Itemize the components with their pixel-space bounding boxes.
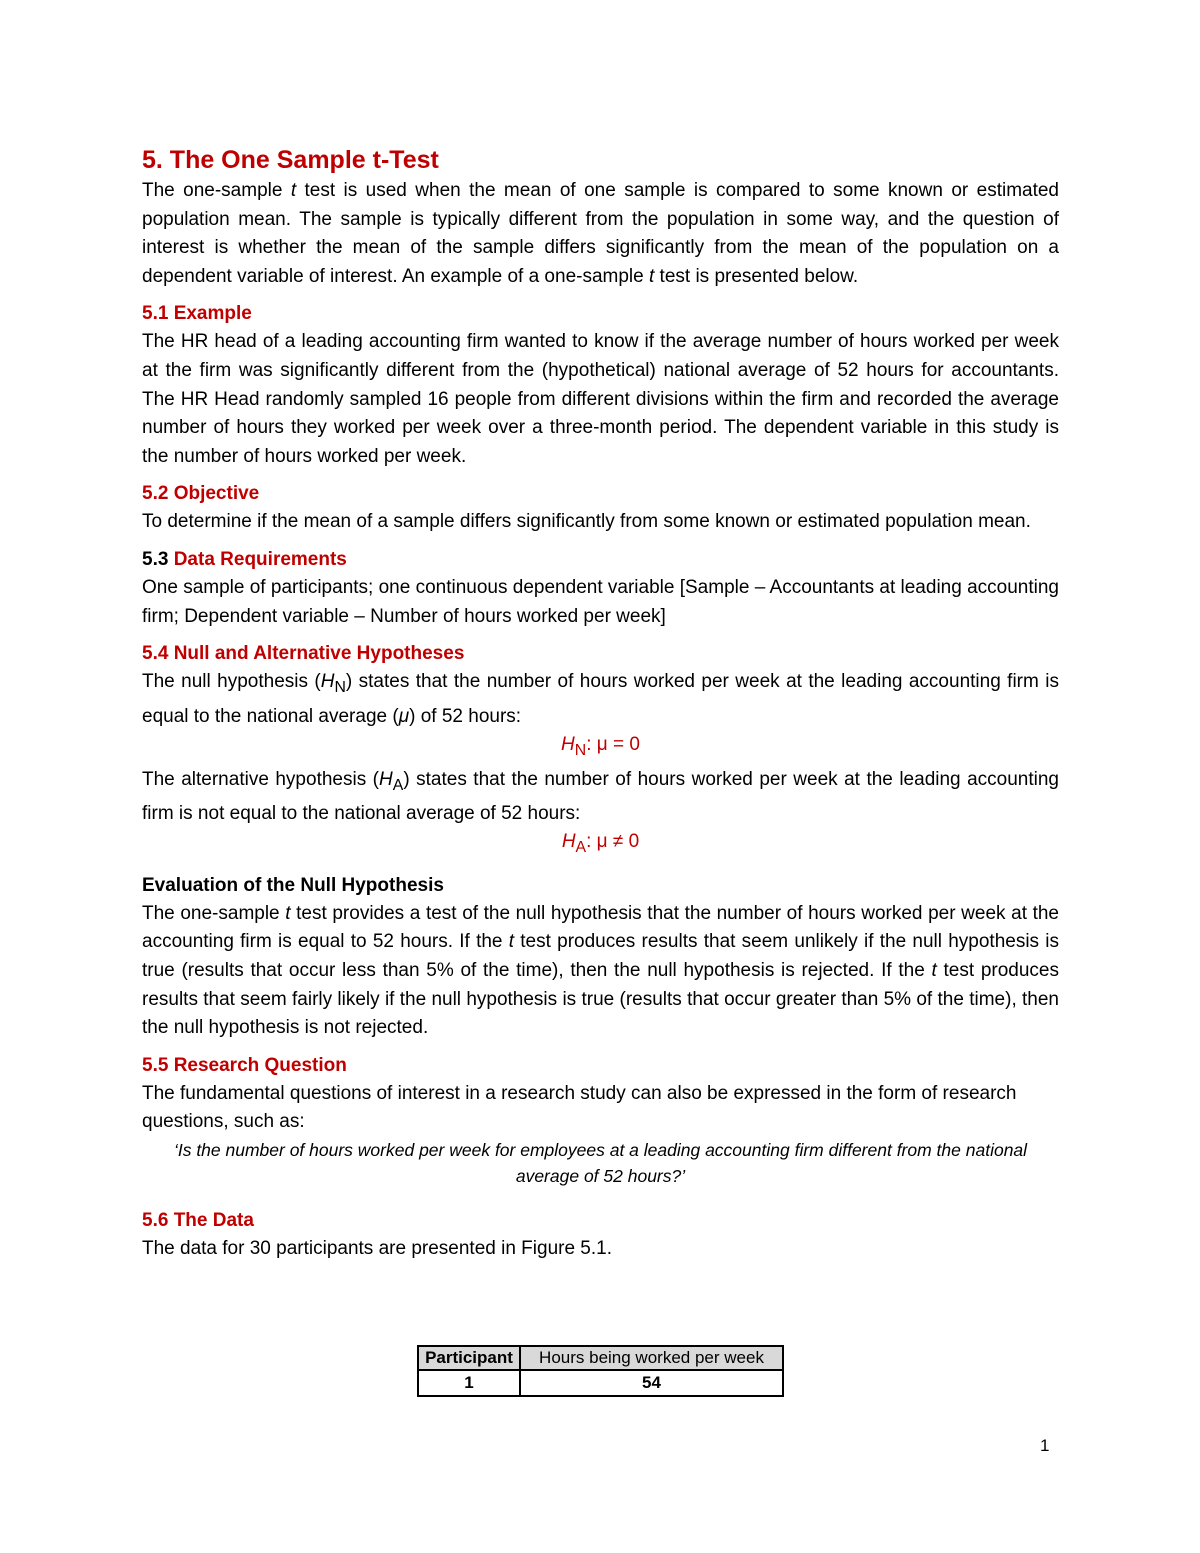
research-question-quote: ‘Is the number of hours worked per week for employees at a leading accounting firm different from the national average of 52 hours?’ bbox=[173, 1140, 1028, 1187]
section-heading-the-data: 5.6 The Data bbox=[142, 1210, 254, 1232]
alternative-hypothesis-equation: $H_A$: μ ≠ 0 bbox=[561, 831, 640, 857]
null-hypothesis-equation: $H_N$: μ = 0 bbox=[561, 734, 640, 759]
section-heading-data-requirements: 5.3 Data Requirements bbox=[142, 548, 347, 570]
page-title: 5. The One Sample t-Test bbox=[142, 146, 439, 174]
page-number: 1 bbox=[1040, 1436, 1050, 1455]
null-hypothesis-paragraph: The null hypothesis $(H_N)$ states that the number of hours worked per week at the leading accounting firm is equal to the national average (μ) of 52 hours: bbox=[142, 671, 1059, 727]
document-page bbox=[142, 143, 1059, 1264]
section-heading-example: 5.1 Example bbox=[142, 303, 252, 325]
example-paragraph: The HR head of a leading accounting firm wanted to know if the average number of hours worked per week at the firm was significantly different from the (hypothetical) national average of 52 hours for accountants. The HR Head randomly sampled 16 people from different divisions within the firm and recorded the average number of hours they worked per week over a three-month period. The dependent variable in this study is the number of hours worked per week. bbox=[142, 331, 1059, 467]
section-heading-objective: 5.2 Objective bbox=[142, 483, 260, 505]
alternative-hypothesis-paragraph: The alternative hypothesis $(H_A)$ states that the number of hours worked per week at the leading accounting firm is not equal to the national average of 52 hours: bbox=[142, 768, 1059, 824]
objective-paragraph: To determine if the mean of a sample differs significantly from some known or estimated population mean. bbox=[142, 511, 1031, 533]
table-cell: 1 bbox=[418, 1370, 520, 1396]
research-question-paragraph: The fundamental questions of interest in a research study can also be expressed in the form of research questions, such as: bbox=[142, 1082, 1017, 1133]
table-cell: 54 bbox=[520, 1370, 783, 1396]
table-header-row bbox=[418, 1346, 783, 1370]
evaluation-heading: Evaluation of the Null Hypothesis bbox=[142, 874, 444, 896]
column-header-hours: Hours being worked per week bbox=[520, 1346, 783, 1370]
data-table bbox=[417, 1345, 784, 1397]
table-row bbox=[418, 1370, 783, 1396]
section-heading-research-question: 5.5 Research Question bbox=[142, 1054, 347, 1076]
intro-paragraph: The one-sample t test is used when the mean of one sample is compared to some known or estimated population mean. The sample is typically different from the population in some way, and the question of interest is whether the mean of the sample differs significantly from the mean of the population on a dependent variable of interest. An example of a one-sample t test is presented below. bbox=[142, 180, 1059, 287]
data-requirements-paragraph: One sample of participants; one continuous dependent variable [Sample – Accountants at leading accounting firm; Dependent variable – Number of hours worked per week] bbox=[142, 576, 1059, 627]
data-paragraph: The data for 30 participants are presented in Figure 5.1. bbox=[142, 1238, 612, 1260]
evaluation-paragraph: The one-sample t test provides a test of the null hypothesis that the number of hours worked per week at the accounting firm is equal to 52 hours. If the t test produces results that seem unlikely if the null hypothesis is true (results that occur less than 5% of the time), then the null hypothesis is rejected. If the t test produces results that seem fairly likely if the null hypothesis is true (results that occur greater than 5% of the time), then the null hypothesis is not rejected. bbox=[142, 902, 1060, 1039]
column-header-participant: Participant bbox=[418, 1346, 520, 1370]
section-heading-hypotheses: 5.4 Null and Alternative Hypotheses bbox=[142, 643, 465, 665]
